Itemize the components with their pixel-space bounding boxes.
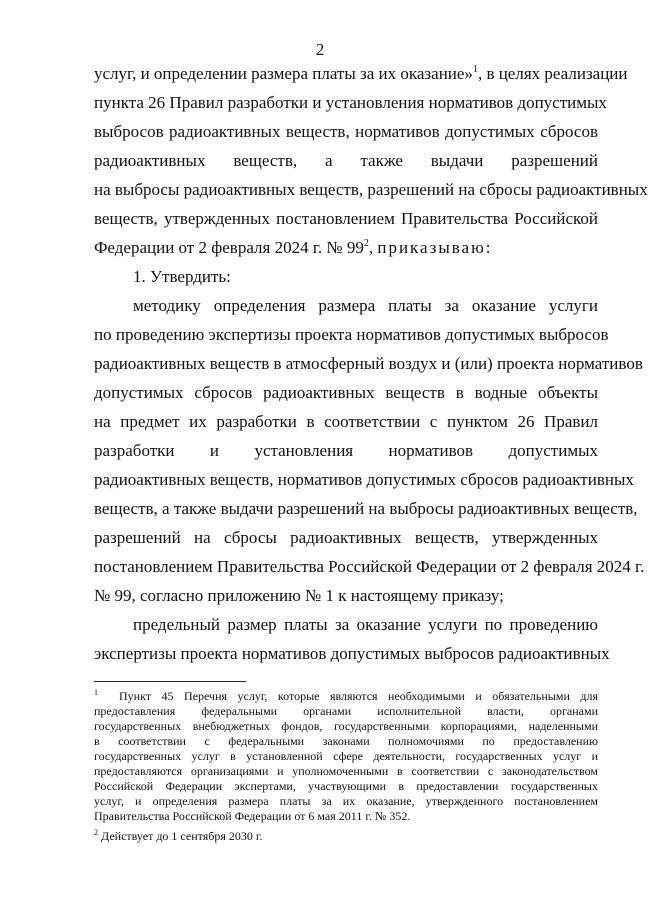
footnote-divider <box>94 681 246 682</box>
body-line: радиоактивных веществ, нормативов допустимых сбросов радиоактивных <box>94 470 634 489</box>
body-line: веществ, а также выдачи разрешений на выбросы радиоактивных веществ, <box>94 499 638 518</box>
body-line: по проведению экспертизы проекта нормативов допустимых выбросов <box>94 325 609 344</box>
footnote-line: государственных внебюджетных фондов, государственными корпорациями, наделенными <box>94 719 598 733</box>
body-line: радиоактивных веществ в атмосферный воздух и (или) проекта нормативов <box>94 354 643 373</box>
body-line: веществ, утвержденных постановлением Правительства Российской <box>94 209 598 228</box>
body-line: методику определения размера платы за оказание услуги <box>133 296 598 315</box>
footnote-ref-1: 1 <box>472 64 478 75</box>
body-line: на выбросы радиоактивных веществ, разрешений на сбросы радиоактивных <box>94 180 648 199</box>
footnote-line: Российской Федерации экспертами, участвующими в предоставлении государственных <box>94 779 598 793</box>
body-line: выбросов радиоактивных веществ, нормативов допустимых сбросов <box>94 122 598 141</box>
body-line: предельный размер платы за оказание услуги по проведению <box>133 615 598 634</box>
footnote-line: в соответствии с федеральными законами полномочиями по предоставлению <box>94 734 598 748</box>
body-line: допустимых сбросов радиоактивных веществ в водные объекты <box>94 383 598 402</box>
body-line: 1. Утвердить: <box>133 267 231 286</box>
body-line: экспертизы проекта нормативов допустимых выбросов радиоактивных <box>94 644 610 663</box>
footnote-ref-2: 2 <box>363 238 369 249</box>
body-line: радиоактивных веществ, а также выдачи разрешений <box>94 151 598 170</box>
footnote-line: услуг, и определения размера платы за их оказание, утвержденного постановлением <box>94 794 598 808</box>
page-number: 2 <box>315 40 325 59</box>
body-line: разработки и установления нормативов допустимых <box>94 441 598 460</box>
footnote-line: Правительства Российской Федерации от 6 мая 2011 г. № 352. <box>94 809 411 823</box>
footnote-line: $^1$ Пункт 45 Перечня услуг, которые являются необходимыми и обязательными для <box>94 688 598 703</box>
footnote-line: предоставления федеральными органами исполнительной власти, органами <box>94 704 598 718</box>
footnote-line: предоставляются организациями и уполномоченными в соответствии с законодательством <box>94 764 598 778</box>
body-line: пункта 26 Правил разработки и установления нормативов допустимых <box>94 93 607 112</box>
body-line: услуг, и определении размера платы за их оказание»$^1$, в целях реализации <box>94 64 628 83</box>
body-line: постановлением Правительства Российской Федерации от 2 февраля 2024 г. <box>94 557 645 576</box>
order-word: приказываю <box>377 238 486 257</box>
footnote-marker-1: 1 <box>94 688 98 697</box>
footnote-line: $^2$ Действует до 1 сентября 2030 г. <box>94 828 263 843</box>
body-line: № 99, согласно приложению № 1 к настоящему приказу; <box>94 586 504 605</box>
body-line: разрешений на сбросы радиоактивных веществ, утвержденных <box>94 528 598 547</box>
body-line: Федерации от 2 февраля 2024 г. № $99^2$, приказываю: <box>94 238 491 257</box>
footnote-line: государственных услуг в установленной сфере деятельности, государственных услуг и <box>94 749 598 763</box>
body-line: на предмет их разработки в соответствии с пунктом 26 Правил <box>94 412 598 431</box>
footnote-marker-2: 2 <box>94 828 98 837</box>
